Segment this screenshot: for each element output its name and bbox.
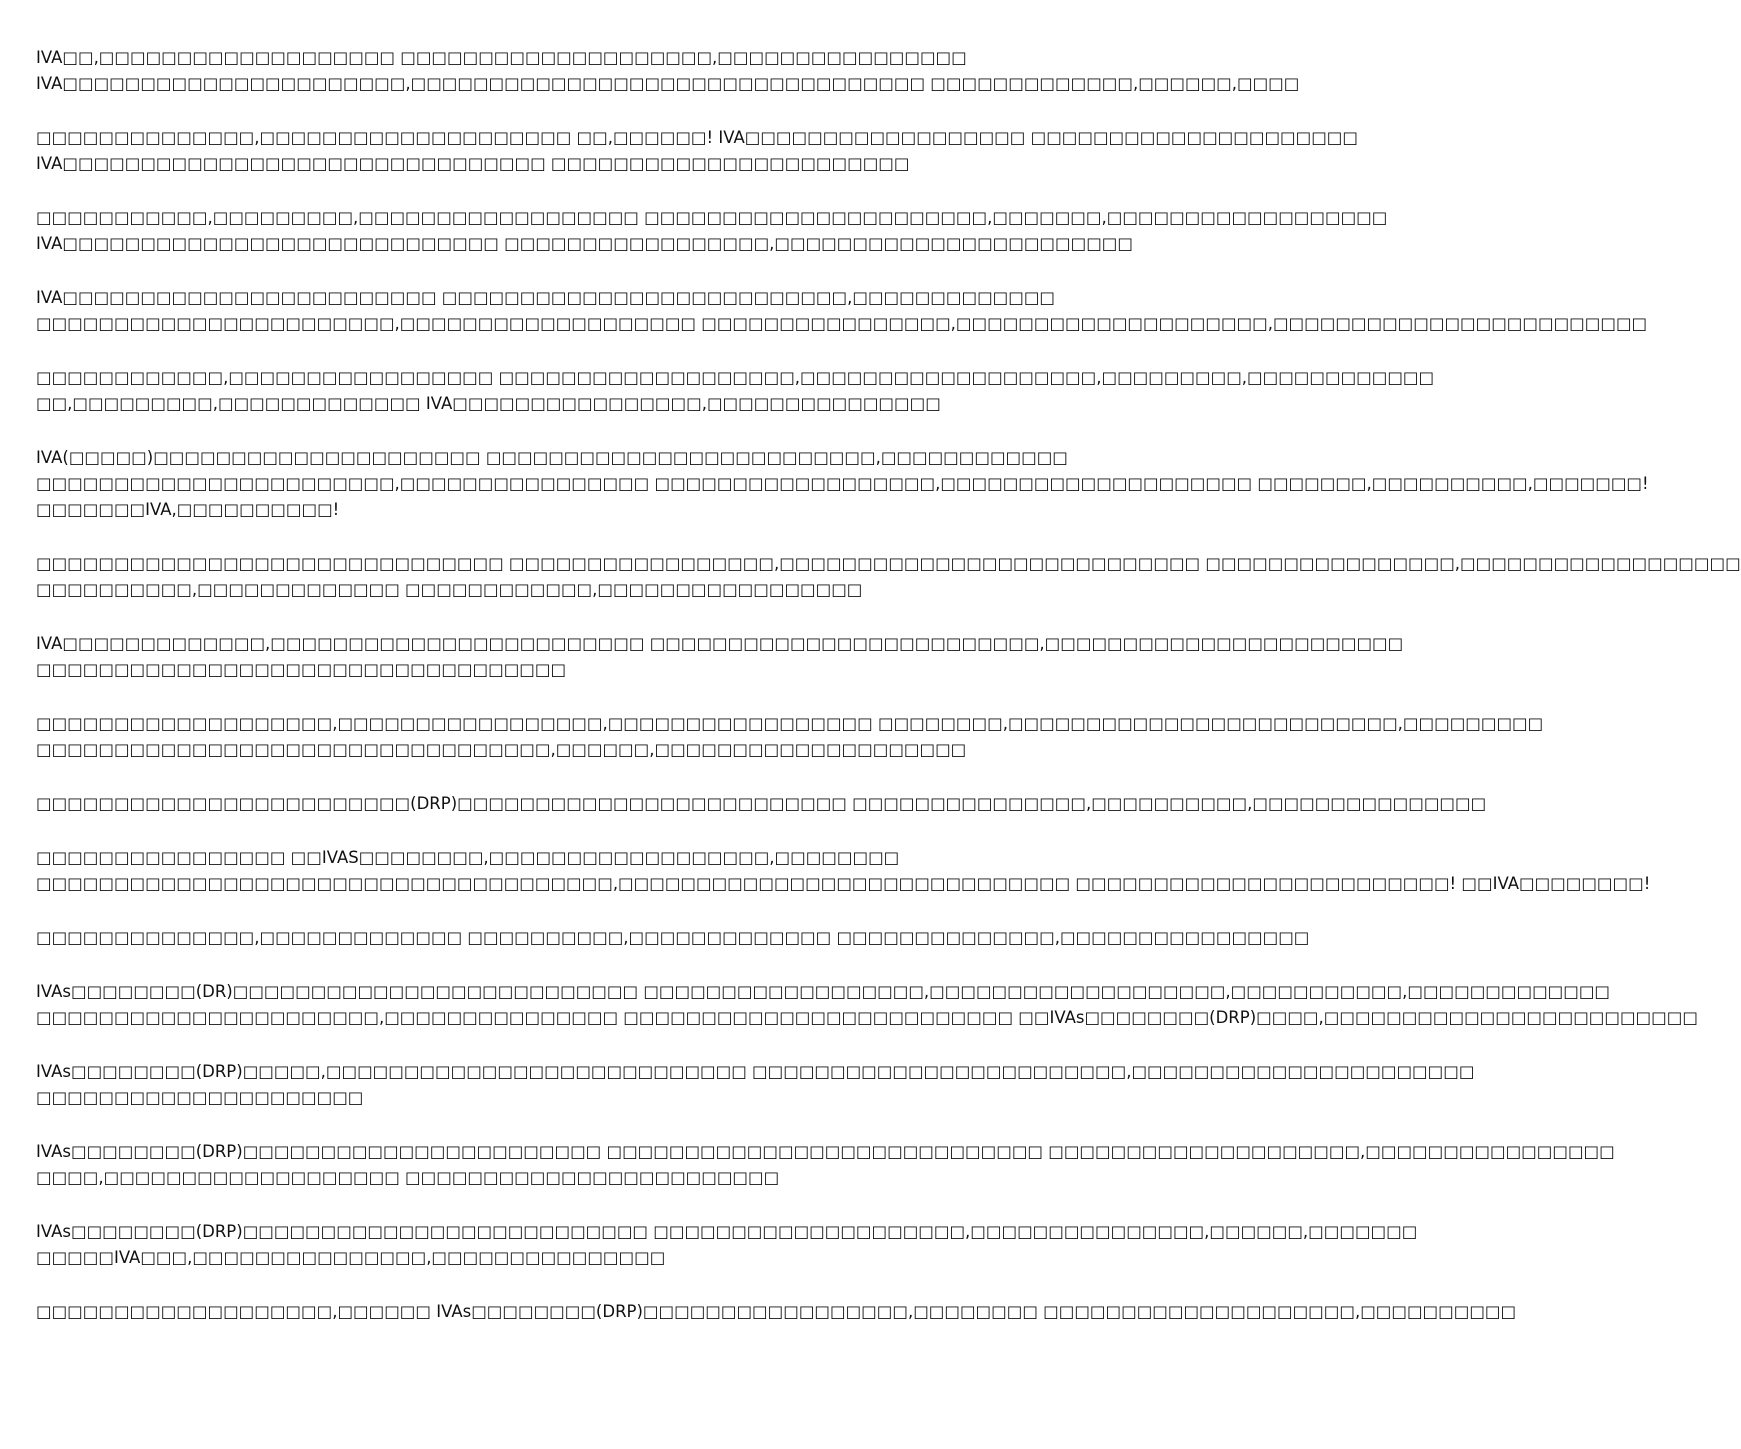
paragraph [36,125,1358,177]
paragraph [36,979,1698,1031]
paragraph-line: IVAs□□□□□□□□(DRP)□□□□□,□□□□□□□□□□□□□□□□□□□□□□□□□□□ □□□□□□□□□□□□□□□□□□□□□□□□,□□□□□□□□□□□□□□□□□□□□□□ [36,1062,1475,1081]
paragraph-line: IVA□□,□□□□□□□□□□□□□□□□□□□ □□□□□□□□□□□□□□□□□□□□,□□□□□□□□□□□□□□□□ [36,48,967,67]
paragraph [36,205,1388,257]
paragraph-line: □□□□□□□□□□□□□□□□□□□□□□□□□□□□□□ □□□□□□□□□□□□□□□□□,□□□□□□□□□□□□□□□□□□□□□□□□□□□ □□□□□□□□□□□□□□□□,□□□□□□□□□□□□□□□□□□ [36,554,1741,573]
paragraph-line: IVA□□□□□□□□□□□□□□□□□□□□□□□□□□□□ □□□□□□□□□□□□□□□□□,□□□□□□□□□□□□□□□□□□□□□□□ [36,234,1133,253]
paragraph-line: □□□□□□□□□□□□,□□□□□□□□□□□□□□□□□ □□□□□□□□□□□□□□□□□□□,□□□□□□□□□□□□□□□□□□□,□□□□□□□□□,□□□□□□□□□□□□ [36,368,1435,387]
paragraph-line: IVAs□□□□□□□□(DRP)□□□□□□□□□□□□□□□□□□□□□□□□□□ □□□□□□□□□□□□□□□□□□□□,□□□□□□□□□□□□□□□,□□□□□□,□□□□□□□ [36,1222,1418,1241]
paragraph-line: □□□□□□□□□□□□□□,□□□□□□□□□□□□□□□□□□□□ □□,□□□□□□! IVA□□□□□□□□□□□□□□□□□□ □□□□□□□□□□□□□□□□□□□□□ [36,128,1358,147]
paragraph-line: IVAs□□□□□□□□(DRP)□□□□□□□□□□□□□□□□□□□□□□□ □□□□□□□□□□□□□□□□□□□□□□□□□□□□ □□□□□□□□□□□□□□□□□□□□,□□□□□□□□□□□□□□□□ [36,1142,1615,1161]
paragraph-line: □□□□□□□□□□□□□□□□□□□□□□□□(DRP)□□□□□□□□□□□□□□□□□□□□□□□□□ □□□□□□□□□□□□□□□,□□□□□□□□□□,□□□□□□□□□□□□□□□ [36,794,1487,813]
paragraph-line: □□□□□□□□□□□□□□,□□□□□□□□□□□□□ □□□□□□□□□□,□□□□□□□□□□□□□ □□□□□□□□□□□□□□,□□□□□□□□□□□□□□□□ [36,928,1310,947]
paragraph-line: □□□□□□□□□□□□□□□□□□□□□□□□□□□□□□□□□,□□□□□□,□□□□□□□□□□□□□□□□□□□□ [36,740,967,759]
paragraph-line: □□□□□□□□□□□□□□□□□□□,□□□□□□ IVAs□□□□□□□□(DRP)□□□□□□□□□□□□□□□□□,□□□□□□□□ □□□□□□□□□□□□□□□□□□□□,□□□□□□□□□□ [36,1302,1517,1321]
paragraph-line: IVA□□□□□□□□□□□□□,□□□□□□□□□□□□□□□□□□□□□□□□ □□□□□□□□□□□□□□□□□□□□□□□□□,□□□□□□□□□□□□□□□□□□□□□□□ [36,634,1404,653]
paragraph-line: □□□□□□□□□□□□□□□□□□□□□□□,□□□□□□□□□□□□□□□□□□□ □□□□□□□□□□□□□□□□,□□□□□□□□□□□□□□□□□□□□,□□□□□□□□□□□□□□□□□□□□□□□□ [36,314,1648,333]
paragraph-line: □□□□□□□□□□□,□□□□□□□□□,□□□□□□□□□□□□□□□□□□ □□□□□□□□□□□□□□□□□□□□□□,□□□□□□□,□□□□□□□□□□□□□□□□□□ [36,208,1388,227]
paragraph-line: IVA(□□□□□)□□□□□□□□□□□□□□□□□□□□□ □□□□□□□□□□□□□□□□□□□□□□□□□,□□□□□□□□□□□□ [36,448,1068,467]
paragraph [36,445,1649,523]
paragraph-line: IVA□□□□□□□□□□□□□□□□□□□□□□□□ □□□□□□□□□□□□□□□□□□□□□□□□□□,□□□□□□□□□□□□□ [36,288,1056,307]
paragraph-line: □□□□,□□□□□□□□□□□□□□□□□□□ □□□□□□□□□□□□□□□□□□□□□□□□ [36,1168,780,1187]
paragraph [36,285,1648,337]
paragraph-line: IVA□□□□□□□□□□□□□□□□□□□□□□□□□□□□□□□ □□□□□□□□□□□□□□□□□□□□□□□ [36,154,910,173]
paragraph [36,845,1651,897]
paragraph-line: □□□□□□□□□□□□□□□□ □□IVAS□□□□□□□□,□□□□□□□□□□□□□□□□□□,□□□□□□□□ [36,848,900,867]
document-body [36,45,1741,1353]
paragraph-line: □□□□□□□□□□□□□□□□□□□□□□□,□□□□□□□□□□□□□□□□ □□□□□□□□□□□□□□□□□□,□□□□□□□□□□□□□□□□□□□□ □□□□□□□,□□□□□□□□□□,□□□□□□□! [36,474,1649,493]
paragraph-line: IVA□□□□□□□□□□□□□□□□□□□□□□,□□□□□□□□□□□□□□□□□□□□□□□□□□□□□□□□□ □□□□□□□□□□□□□,□□□□□□,□□□□ [36,74,1300,93]
paragraph [36,45,1300,97]
paragraph [36,1299,1517,1325]
paragraph [36,1139,1615,1191]
paragraph [36,365,1435,417]
paragraph [36,1059,1475,1111]
paragraph-line: □□□□□□□□□□□□□□□□□□□,□□□□□□□□□□□□□□□□□,□□□□□□□□□□□□□□□□□ □□□□□□□□,□□□□□□□□□□□□□□□□□□□□□□□□□,□□□□□□□□□ [36,714,1544,733]
paragraph [36,1219,1418,1271]
paragraph-line: □□□□□IVA□□□,□□□□□□□□□□□□□□□,□□□□□□□□□□□□□□□ [36,1248,666,1267]
paragraph [36,551,1741,603]
paragraph-line: □□□□□□□□□□□□□□□□□□□□□□□□□□□□□□□□□□ [36,660,567,679]
paragraph [36,925,1310,951]
paragraph [36,631,1404,683]
paragraph-line: □□□□□□□□□□,□□□□□□□□□□□□□ □□□□□□□□□□□□,□□□□□□□□□□□□□□□□□ [36,580,863,599]
paragraph-line: □□□□□□□□□□□□□□□□□□□□□□□□□□□□□□□□□□□□□,□□□□□□□□□□□□□□□□□□□□□□□□□□□□□ □□□□□□□□□□□□□□□□□□□□□□□□! □□IVA□□□□□□□□! [36,874,1651,893]
paragraph-line: □□,□□□□□□□□□,□□□□□□□□□□□□□ IVA□□□□□□□□□□□□□□□□,□□□□□□□□□□□□□□□ [36,394,941,413]
paragraph [36,791,1487,817]
paragraph-line: □□□□□□□□□□□□□□□□□□□□□□,□□□□□□□□□□□□□□□ □□□□□□□□□□□□□□□□□□□□□□□□□ □□IVAs□□□□□□□□(DRP)□□□□,□□□□□□□□□□□□□□□□□□□□□□□□ [36,1008,1698,1027]
paragraph [36,711,1544,763]
paragraph-line: □□□□□□□□□□□□□□□□□□□□□ [36,1088,364,1107]
paragraph-line: IVAs□□□□□□□□(DR)□□□□□□□□□□□□□□□□□□□□□□□□□□ □□□□□□□□□□□□□□□□□□,□□□□□□□□□□□□□□□□□□□,□□□□□□□□□□□,□□□□□□□□□□□□□ [36,982,1611,1001]
paragraph-line: □□□□□□□IVA,□□□□□□□□□□! [36,500,340,519]
